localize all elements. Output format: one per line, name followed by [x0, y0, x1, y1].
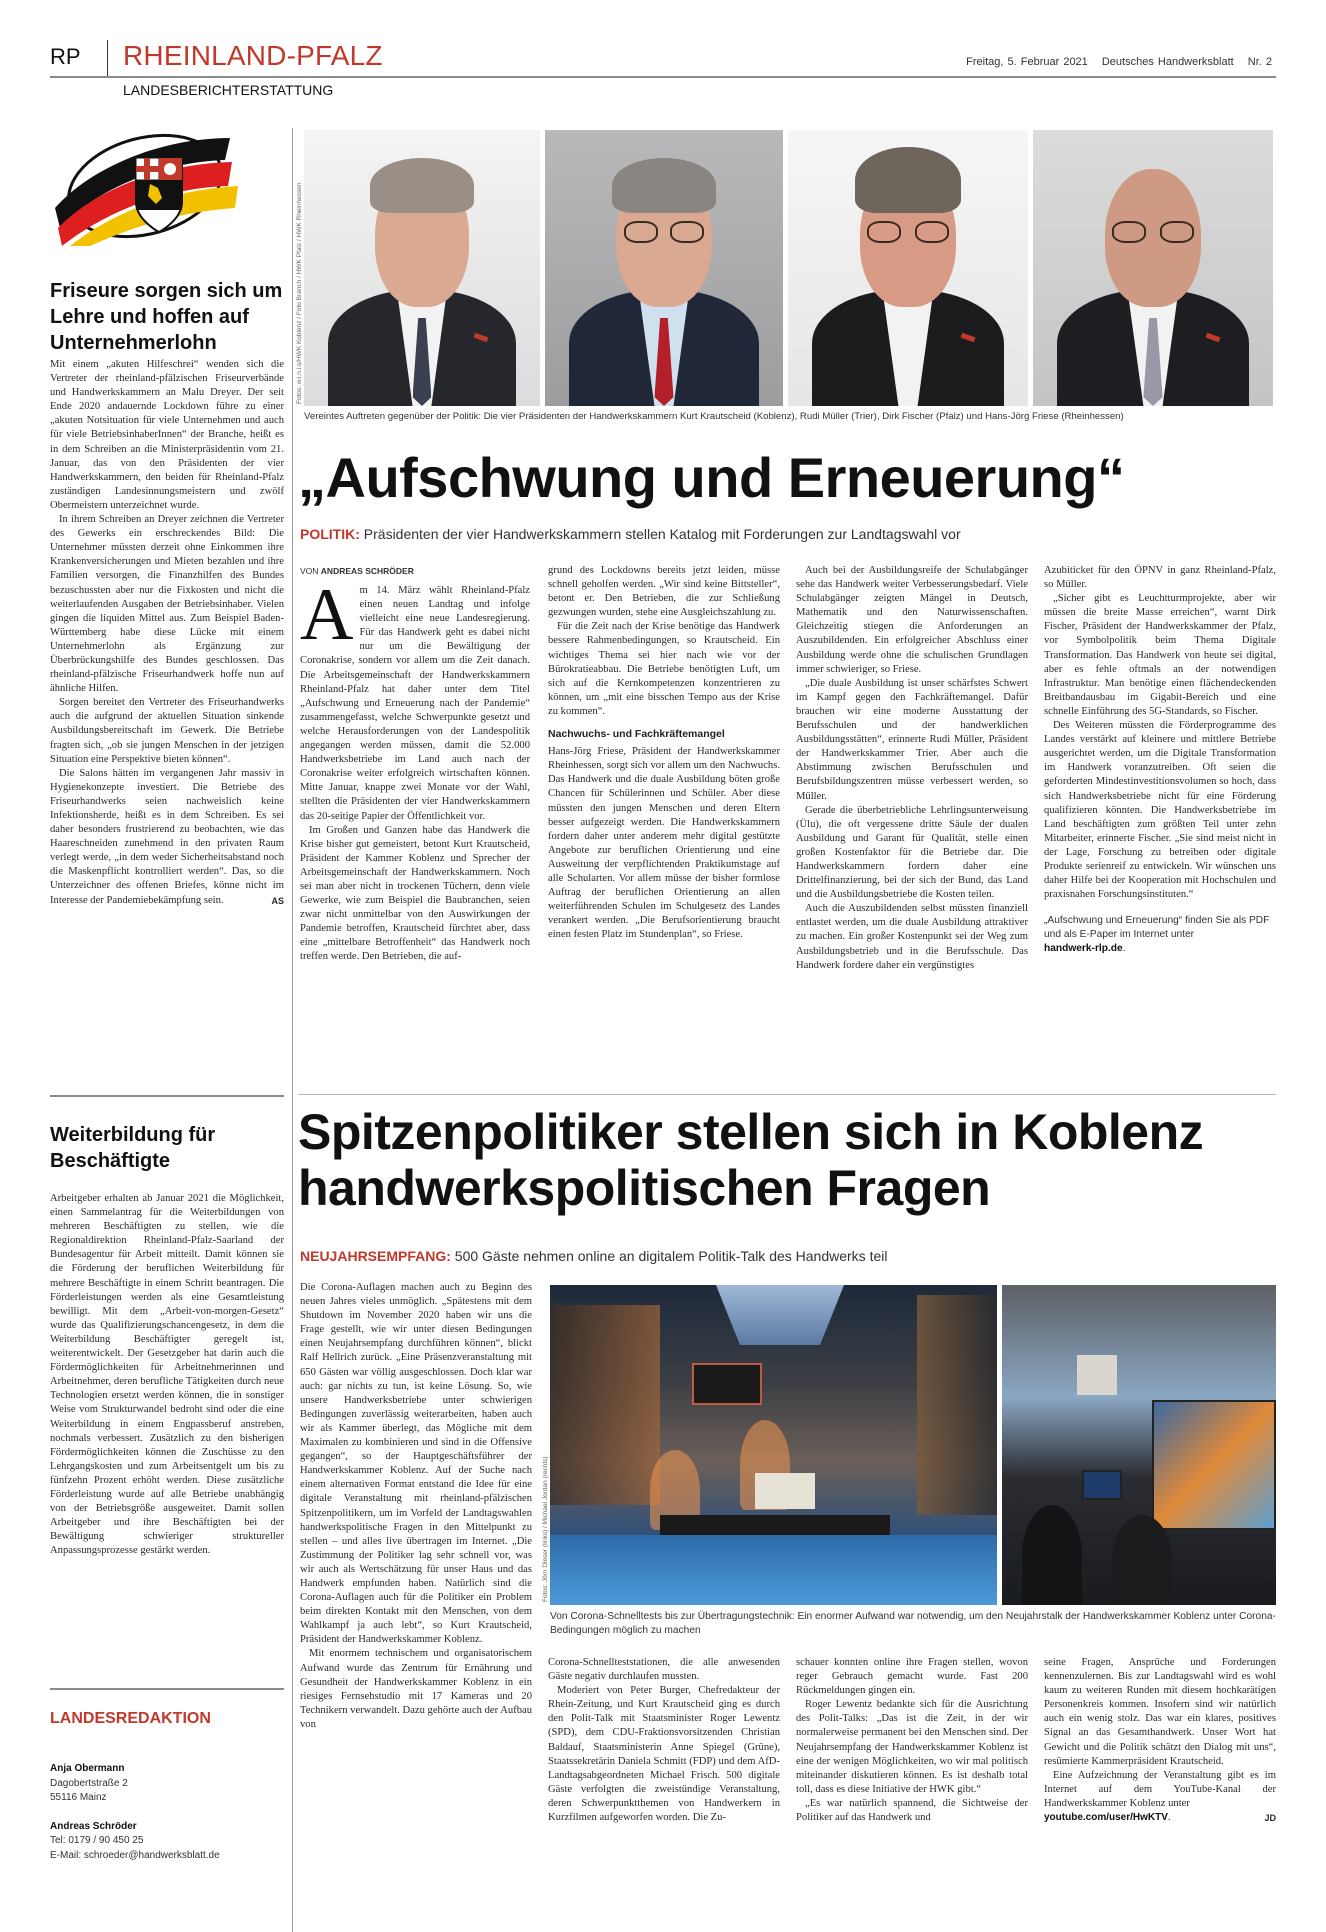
portrait-photo — [304, 130, 540, 406]
paragraph: Die Corona-Auflagen machen auch zu Beginn des neuen Jahres vieles unmöglich. „Spätestens mit dem Shutdown im November 2020 haben wir uns die Frage gestellt, wie wir unter diesen Bedingungen einen Neujahrsempfang durchführen können“, blickt Ralf Hellrich zurück. „Eine Präsenzveranstaltung mit 650 Gästen war völlig ausgeschlossen. Doch klar war auch: gar nichts zu tun, ist keine Lösung. So, wie unsere Handwerksbetriebe unter schwierigen Bedingungen zuverlässig weiterarbeiten, haben auch wir als Kammer überlegt, das Mögliche mit dem Maximalen zu kombinieren und sind in die Offensive gegangen“, so der Hauptgeschäftsführer der Handwerkskammer Koblenz. Auf der Suche nach einem alternativen Format entstand die Idee für eine digitale Veranstaltung mit rheinland-pfälzischen Spitzenpolitikern, um im Vorfeld der Landtagswahlen handwerkspolitische Fragen in den Mittelpunkt zu stellen – und alles live übertragen im Internet. „Die Zustimmung der Politiker lag sehr schnell vor, was wir auch als Wertschätzung für unser Haus und das Handwerk empfunden haben. Natürlich sind die Corona-Auflagen auch für die Politiker ein Problem beim direkten Kontakt mit den Menschen, von dem Wahlkampf ja auch lebt“, so Kurt Krautscheid, Präsident der Handwerkskammer Koblenz. — [300, 1282, 532, 1646]
second-article-column-3 — [796, 1656, 1028, 1825]
author-signature: JD — [1264, 1813, 1276, 1824]
paragraph: Des Weiteren müssten die Förderprogramme des Landes verstärkt auf kleinere und mittlere Betriebe ausgerichtet werden, um die Digitale Transformation im Handwerk voranzutreiben. Oft seien die geforderten Mindestinvestitionsvolumen so hoch, dass sich Handwerksbetriebe nicht für eine Förderung qualifizieren könnten. Die Handwerksbetriebe im Land beschäftigten zum größten Teil unter zehn Mitarbeiter, erinnerte Fischer. „Sie sind meist nicht in der Lage, Forschung zu betreiben oder digitale Produkte serienreif zu entwickeln. Wir wünschen uns daher Hilfe bei der Kooperation mit Hochschulen und praxisnahen Forschungsinstituten.“ — [1044, 720, 1276, 901]
youtube-link[interactable]: youtube.com/user/HwKTV — [1044, 1812, 1168, 1824]
portrait-photo — [545, 130, 783, 406]
photo-credit: Fotos: w.i.n.i.s/HWK Koblenz / Foto Branch / HWK Pfalz / HWK Rheinhessen — [296, 182, 303, 404]
control-room-photo — [1002, 1285, 1276, 1605]
paragraph: „Die duale Ausbildung ist unser schärfstes Schwert im Kampf gegen den Fachkräftemangel. Dafür brauchen wir eine moderne Ausstattung der Berufsschulen und der handwerklichen Ausbildungsstätten“, erinnerte Rudi Müller, Präsident der Handwerkskammer Trier. Aber auch die Abstimmung zwischen Berufsschulen und Berufsbildungszentren müsse verbessert werden, so Müller. — [796, 677, 1028, 802]
issue-number: Nr. 2 — [1247, 56, 1272, 68]
main-article-column-4 — [1044, 564, 1276, 956]
second-kicker — [300, 1248, 887, 1264]
issue-date: Freitag, 5. Februar 2021 — [966, 56, 1088, 68]
sidebar-article-2-body — [50, 1192, 284, 1558]
paragraph: schauer konnten online ihre Fragen stellen, wovon reger Gebrauch gemacht wurde. Fast 200 Rückmeldungen gingen ein. — [796, 1657, 1028, 1697]
website-link[interactable]: handwerk-rlp.de — [1044, 943, 1123, 955]
sidebar-article-1-headline: Friseure sorgen sich um Lehre und hoffen auf Unternehmerlohn — [50, 280, 283, 354]
photo-credit: Fotos: Jörn Dieser (links) / Michael Jordan (rechts) — [542, 1456, 549, 1602]
landesredaktion-title: LANDESREDAKTION — [50, 1710, 211, 1727]
contact-name: Andreas Schröder — [50, 1820, 137, 1832]
youtube-line: youtube.com/user/HwKTV. JD — [1044, 1811, 1276, 1825]
subheading: Nachwuchs- und Fachkräftemangel — [548, 728, 725, 741]
author-signature: AS — [271, 895, 284, 906]
paragraph: Arbeitgeber erhalten ab Januar 2021 die Möglichkeit, einen Sammelantrag für die Weiterbildungen von mehreren Beschäftigten zu stellen, wie die Regionaldirektion Rheinland-Pfalz-Saarland der Bundesagentur für Arbeit mitteilt. Damit können sie die Förderung der beruflichen Weiterbildung für mehrere Beschäftigte in einem Schritt beantragen. Die Förderleistungen werden als eine Gesamtleistung bewilligt. Mit dem „Arbeit-von-morgen-Gesetz“ wurde das Qualifizierungschancengesetz, in dem die Weiterbildung Beschäftigter geregelt ist, weiterentwickelt. Der Gesetzgeber hat darin auch die Fördermöglichkeiten für Arbeitnehmerinnen und Arbeitnehmer, deren berufliche Tätigkeiten durch neue Technologien ersetzt werden können, die in sonstiger Weise vom Strukturwandel bedroht sind oder die eine Weiterbildung in einem Engpassberuf anstreben, nochmals verbessert. Zusätzlich zu den bisherigen Fördermöglichkeiten können die Zuschüsse zu den Lehrgangskosten und zum Arbeitsentgelt um bis zu fünfzehn Prozent erhöht werden. Diese zusätzliche Förderleistung wurde auf alle Betriebe unabhängig von der Betriebsgröße ausgeweitet. Damit sollen Arbeitgeber und ihre Beschäftigten bei der Bewältigung schwieriger struktureller Anpassungsprozesse gestärkt werden. — [50, 1193, 284, 1557]
section-title: RHEINLAND-PFALZ — [123, 40, 383, 71]
paragraph: Eine Aufzeichnung der Veranstaltung gibt es im Internet auf dem YouTube-Kanal der Handwerkskammer Koblenz unter — [1044, 1769, 1276, 1809]
paragraph: Auch bei der Ausbildungsreife der Schulabgänger sehe das Handwerk weiter Verbesserungsbedarf. Viele Schulabgänger zeigten Mängel in Deutsch, Mathematik und den Naturwissenschaften. Gleichzeitig stiegen die Anforderungen an Auszubildenden. Ein erfolgreicher Abschluss einer Ausbildung werde ohne die schulischen Grundlagen immer schwieriger, so Friese. — [796, 565, 1028, 675]
sidebar-divider — [50, 1095, 284, 1097]
header-rule — [50, 76, 1276, 78]
kicker-label: NEUJAHRSEMPFANG: — [300, 1248, 451, 1264]
main-headline: „Aufschwung und Erneuerung“ — [298, 446, 1125, 509]
portrait-photo — [788, 130, 1028, 406]
paragraph: Am 14. März wählt Rheinland-Pfalz einen neuen Landtag und infolge vielleicht eine neue Landesregierung. Für das Handwerk geht es dabei nicht nur um die Bewältigung der Coronakrise, sondern vor allem um die Zeit danach. Die Arbeitsgemeinschaft der Handwerkskammern Rheinland-Pfalz hat daher unter dem Titel „Aufschwung und Erneuerung nach der Pandemie“ zusammengefasst, welche Schwerpunkte gesetzt und welche Herausforderungen von der Landespolitik angegangen werden müssen, damit die 52.000 Handwerksbetriebe im Land auch nach der Coronakrise weiter erfolgreich wirtschaften können. Mitte Januar, knappe zwei Monate vor der Wahl, stellten die Präsidenten der vier Handwerkskammern das 20-seitige Papier der Öffentlichkeit vor. — [300, 574, 530, 822]
paragraph: Sorgen bereitet den Vertreter des Friseurhandwerks auch die aufgrund der aktuellen Situation sinkende Ausbildungsbereitschaft im Gewerk. Die Betriebe fragten sich, „ob sie jungen Menschen in der jetzigen Situation eine Perspektive bieten können“. — [50, 697, 284, 765]
paragraph: In ihrem Schreiben an Dreyer zeichnen die Vertreter des Gewerks ein erschreckendes Bild: Die Unternehmer müssten derzeit ohne Einkommen ihre Krankenversicherungen und Mieten bezahlen und ihre Familien versorgen, die Finanzhilfen des Bundes bezuschussten aber nur die Fixkosten und nicht die weiterlaufenden Ausgaben der Betriebsinhaber. Vielen gingen die liquiden Mittel aus. Zum Beispiel Baden-Württemberg habe diese Lücke mit einem Unternehmerlohn als Ergänzung zur Überbrückungshilfe des Bundes geschlossen. Das rheinland-pfälzische Friseurhandwerk hoffe nun auf ähnliche Hilfen. — [50, 514, 284, 695]
paragraph: Im Großen und Ganzen habe das Handwerk die Krise bisher gut gemeistert, betont Kurt Krautscheid, Präsident der Kammer Koblenz und Sprecher der Arbeitsgemeinschaft der Handwerkskammern. Noch sei man aber nicht in trockenen Tüchern, denn viele Gewerke, wie zum Beispiel die Baubranchen, seien zwar nicht unmittelbar von den Auswirkungen der Pandemie betroffen, Krautscheid fürchtet aber, dass eine „mittelbare Betroffenheit“ das Handwerk noch treffen werde. Den Betrieben, die auf- — [300, 824, 530, 963]
byline: VON ANDREAS SCHRÖDER — [300, 566, 414, 576]
event-hall-photo — [550, 1285, 997, 1605]
portraits-caption: Vereintes Auftreten gegenüber der Politik: Die vier Präsidenten der Handwerkskammern Kurt Krautscheid (Koblenz), Rudi Müller (Trier), Dirk Fischer (Pfalz) und Hans-Jörg Friese (Rheinhessen) — [304, 411, 1124, 422]
paragraph: Auch die Auszubildenden selbst müssten finanziell entlastet werden, um die duale Ausbildung attraktiver zu machen. Ein großer Kostenpunkt sei der Weg zum Ausbildungsbetrieb und in die Berufsschule. Das Handwerk fordere daher ein vergünstigtes — [796, 903, 1028, 971]
paragraph: „Sicher gibt es Leuchtturmprojekte, aber wir müssen die breite Masse erreichen“, warnt Dirk Fischer, Präsident der Handwerkskammer der Pfalz, vor Symbolpolitik beim Thema Digitale Transformation. Das Handwerk von heute sei digital, aber es fehle oftmals an der notwendigen Infrastruktur. Man benötige einen flächendeckenden Breitbandausbau im Gigabit-Bereich und eine schnelle Einführung des 5G-Standards, so Fischer. — [1044, 593, 1276, 717]
second-article-column-2 — [548, 1656, 780, 1825]
second-article-column-1 — [300, 1281, 532, 1732]
paragraph: Die Salons hätten im vergangenen Jahr massiv in Hygienekonzepte investiert. Die Betriebe des Friseurhandwerks seien nachweislich keine Infektionsherde, heißt es in dem Schreiben. Es sei daher besonders frustrierend zu beobachten, wie das Haareschneiden zunehmend in den privaten Raum verlegt werde, „in dem weder Sicherheitsabstand noch die Maskenpflicht kontrolliert werden“. Das, so die Unterzeichner des offenen Briefes, könne nicht im Interesse der Pandemiebekämpfung sein. AS — [50, 767, 284, 908]
contact-address: Dagobertstraße 2 — [50, 1777, 128, 1789]
kicker-label: POLITIK: — [300, 526, 360, 542]
paragraph: Azubiticket für den ÖPNV in ganz Rheinland-Pfalz, so Müller. — [1044, 565, 1276, 591]
sidebar-article-2-headline: Weiterbildung für Beschäftigte — [50, 1124, 216, 1172]
epaper-note: „Aufschwung und Erneuerung“ finden Sie als PDF und als E-Paper im Internet unter handwerk-rlp.de. — [1044, 915, 1270, 955]
event-photos-caption: Von Corona-Schnelltests bis zur Übertragungstechnik: Ein enormer Aufwand war notwendig, um den Neujahrstalk der Handwerkskammer Koblenz unter Corona-Bedingungen möglich zu machen — [550, 1611, 1276, 1636]
rlp-logo-icon — [50, 128, 240, 246]
kicker-text: Präsidenten der vier Handwerkskammern stellen Katalog mit Forderungen zur Landtagswahl vor — [363, 526, 961, 542]
sidebar-article-1-body — [50, 358, 284, 908]
paragraph: Mit einem „akuten Hilfeschrei“ wenden sich die Vertreter der rheinland-pfälzischen Friseurverbände und Handwerkskammern an Malu Dreyer. Der seit Ende 2020 andauernde Lockdown führe zu einer „akuten Notsituation für viele Unternehmen und auch für viele BetriebsinhaberInnen“ der Branche, heißt es in dem Schreiben an die Ministerpräsidentin vom 21. Januar, das von den Präsidenten der vier Handwerkskammern, den beiden für Rheinland-Pfalz zuständigen Landesinnungsmeistern und zwölf Obermeistern unterzeichnet wurde. — [50, 359, 284, 511]
main-article-column-2 — [548, 564, 780, 942]
paragraph: Gerade die überbetriebliche Lehrlingsunterweisung (Ülu), die oft vergessene dritte Säule der dualen Ausbildung und Garant für Qualität, stelle einen großen Kostenfaktor für die Betriebe dar. Die Handwerkskammern fordern daher eine Drittelfinanzierung, bei der sich der Bund, das Land und die Ausbildungsbetriebe die Kosten teilen. — [796, 804, 1028, 901]
paragraph: „Es war natürlich spannend, die Sichtweise der Politiker auf das Handwerk und — [796, 1797, 1028, 1824]
paragraph: grund des Lockdowns bereits jetzt leiden, müsse schnell geholfen werden. „Wir sind keine Bittsteller“, betont er. Den Betrieben, die zur Schließung gezwungen wurden, stehe eine Ausgleichszahlung zu. — [548, 565, 780, 619]
main-kicker — [300, 526, 961, 542]
second-headline: Spitzenpolitiker stellen sich in Koblenz handwerkspolitischen Fragen — [298, 1104, 1204, 1216]
kicker-text: 500 Gäste nehmen online an digitalem Politik-Talk des Handwerks teil — [454, 1248, 888, 1264]
header-divider — [107, 40, 108, 76]
paragraph: Für die Zeit nach der Krise benötige das Handwerk bessere Rahmenbedingungen, so Krautscheid. Ein wichtiges Thema sei hier nach wie vor der Bürokratieabbau. Die Betriebe benötigten Luft, um sich auf die Kernkompetenzen konzentrieren zu können, um „mit eine bisschen Tempo aus der Krise zu kommen“. — [548, 621, 780, 717]
main-article-column-1 — [300, 566, 530, 965]
paragraph: Mit enormem technischem und organisatorischem Aufwand wurde das Zentrum für Ernährung und Gesundheit der Handwerkskammer Koblenz in ein riesiges Fernsehstudio mit 17 Kameras und 20 Technikern verwandelt. Dazu gehörte auch der Aufbau von — [300, 1648, 532, 1730]
paragraph: Roger Lewentz bedankte sich für die Ausrichtung des Polit-Talks: „Das ist die Zeit, in der wir normalerweise permanent bei den Menschen sind. Der Neujahrsempfang der Handwerkskammer Koblenz ist eine der wenigen Möglichkeiten, wo wir mal politisch miteinander diskutieren können. Es ist deshalb total toll, dass es diese Initiative der HWK gibt.“ — [796, 1699, 1028, 1795]
contact-email[interactable]: E-Mail: schroeder@handwerksblatt.de — [50, 1849, 220, 1861]
contact-block — [50, 1762, 284, 1863]
paragraph: Moderiert von Peter Burger, Chefredakteur der Rhein-Zeitung, und Kurt Krautscheid ging es durch den Polit-Talk mit Staatsminister Roger Lewentz (SPD), dem CDU-Fraktionsvorsitzenden Christian Baldauf, Staatsministerin Anne Spiegel (Grüne), Staatssekretärin Daniela Schmitt (FDP) und dem AfD-Landtagsabgeordneten Michael Frisch. 500 digitale Gäste verfolgten die zweistündige Veranstaltung, deren Schwerpunktthemen von Handwerkern in Kurzfilmen aufgeworfen worden. Die Zu- — [548, 1685, 780, 1824]
section-subtitle: LANDESBERICHTERSTATTUNG — [123, 82, 334, 98]
sidebar-divider — [50, 1688, 284, 1690]
article-separator — [298, 1094, 1276, 1095]
second-article-column-4 — [1044, 1656, 1276, 1825]
issue-meta — [956, 56, 1272, 68]
portrait-photo — [1033, 130, 1273, 406]
main-article-column-3 — [796, 564, 1028, 973]
paragraph: seine Fragen, Ansprüche und Forderungen kennenzulernen. Bis zur Landtagswahl wird es wohl kaum zu weiteren Runden mit diesem hochkarätigen Personenkreis kommen. Insofern sind wir natürlich auch ein wenig stolz. Das war ein klares, positives Signal an das Gesamthandwerk. Unser Wort hat Gewicht und die Politik schätzt den Dialog mit uns“, resümierte Kammerpräsident Krautscheid. — [1044, 1657, 1276, 1767]
column-divider — [292, 128, 293, 1932]
contact-city: 55116 Mainz — [50, 1792, 107, 1803]
drop-cap: A — [300, 574, 354, 656]
contact-name: Anja Obermann — [50, 1763, 125, 1774]
contact-phone: Tel: 0179 / 90 450 25 — [50, 1835, 144, 1846]
publication-name: Deutsches Handwerksblatt — [1101, 56, 1234, 68]
paragraph: Corona-Schnellteststationen, die alle anwesenden Gäste negativ durchlaufen mussten. — [548, 1657, 780, 1683]
paragraph: Hans-Jörg Friese, Präsident der Handwerkskammer Rheinhessen, sorgt sich vor allem um den Nachwuchs. Das Handwerk und die duale Ausbildung böten große Chancen für Schülerinnen und Schüler. Aber diese müssten den jungen Menschen und deren Eltern besser aufgezeigt werden. Die Handwerkskammern fordern daher unter anderem mehr digital gestützte Angebote zur beruflichen Orientierung und eine Ausweitung der verpflichtenden Praktikumstage auf alle Schularten. Vor allem müsse der bisher formlose Auftrag der beruflichen Orientierung an allen weiterführenden Schulen im Schulgesetz des Landes verankert werden. „Die Berufsorientierung braucht einen festen Platz im Stundenplan“, so Friese. — [548, 746, 780, 941]
section-code: RP — [50, 44, 81, 69]
